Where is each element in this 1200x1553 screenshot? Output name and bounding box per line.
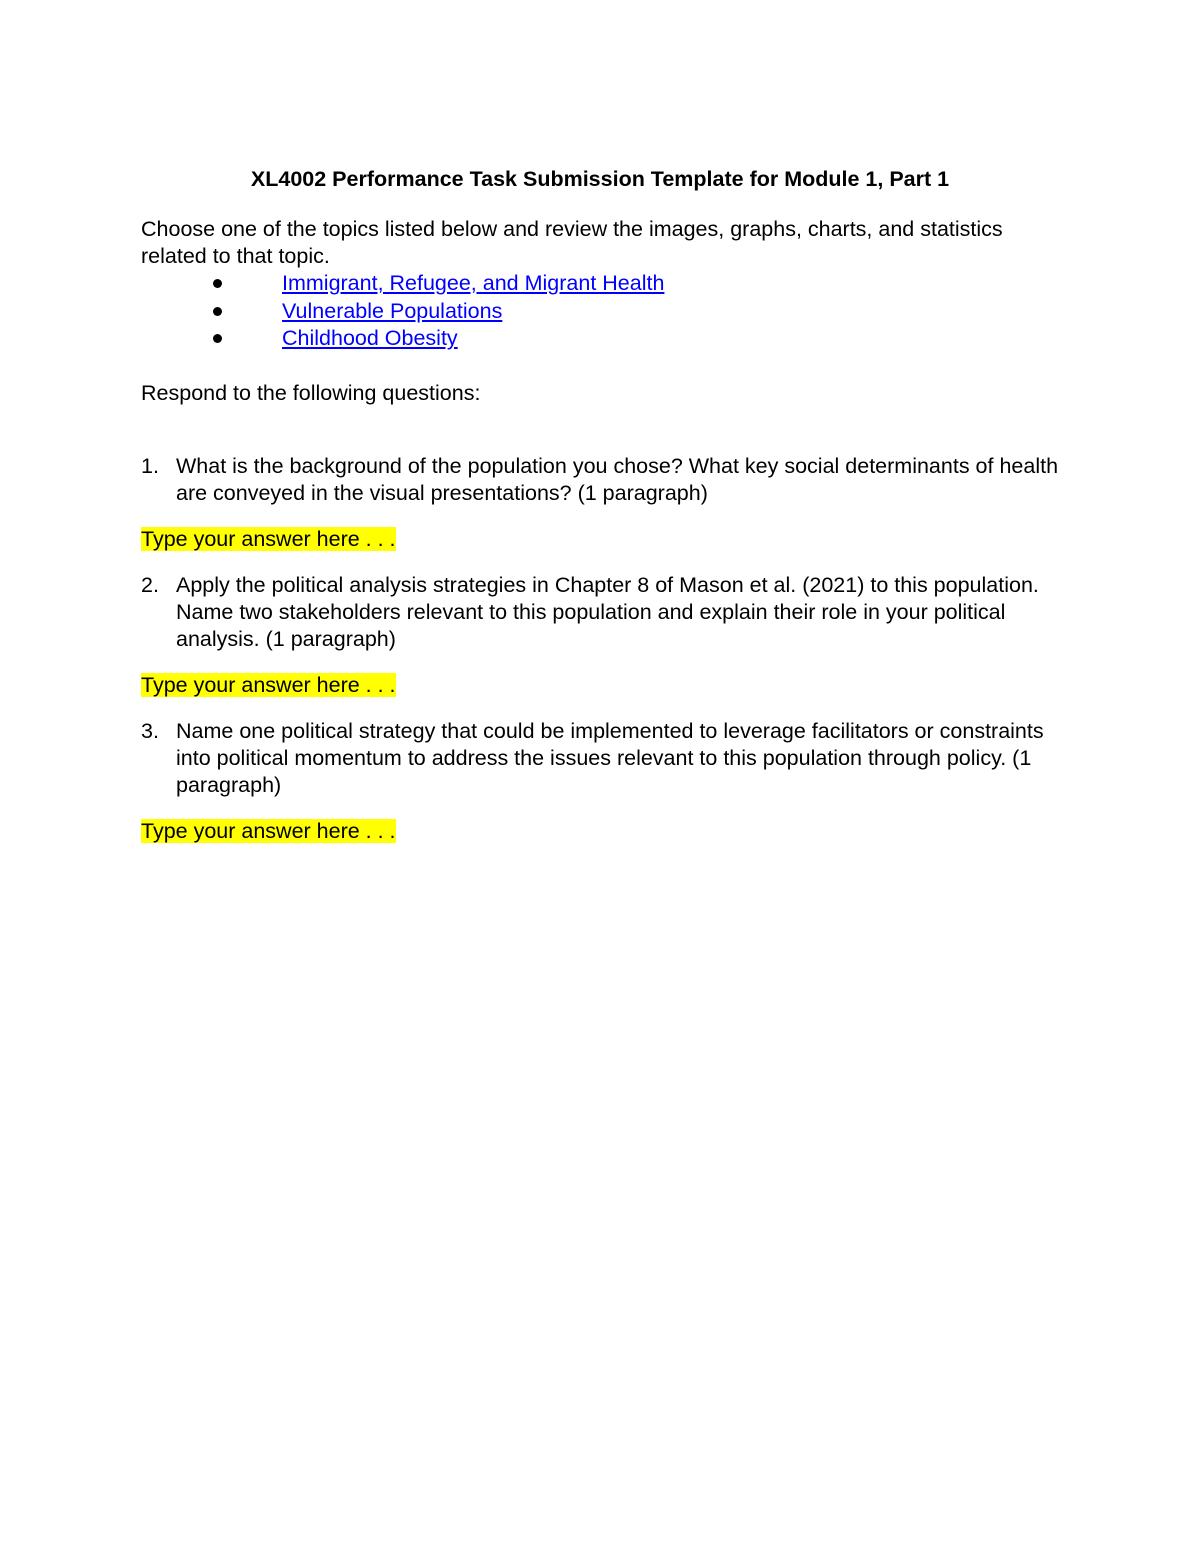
answer-field-2[interactable]: [141, 672, 1061, 699]
question-number: 3.: [141, 718, 159, 743]
question-3: [141, 718, 1061, 799]
bullet-icon: [213, 334, 222, 343]
document-title: XL4002 Performance Task Submission Template for Module 1, Part 1: [250, 167, 950, 191]
question-text: What is the background of the population you chose? What key social determinants of health are conveyed in the visual presentations? (1 paragraph): [176, 453, 1059, 505]
question-number: 1.: [141, 453, 159, 478]
list-item: [141, 298, 1061, 326]
document-page: [141, 164, 1061, 845]
answer-placeholder[interactable]: Type your answer here . . .: [141, 526, 396, 551]
question-2: [141, 572, 1061, 653]
answer-field-3[interactable]: [141, 818, 1061, 845]
intro-text: Choose one of the topics listed below and review the images, graphs, charts, and statistics related to that topic.: [141, 217, 1003, 268]
list-item: [141, 270, 1061, 298]
list-item: [141, 325, 1061, 353]
question-1: [141, 453, 1061, 507]
topic-link-vulnerable-populations[interactable]: Vulnerable Populations: [282, 298, 503, 323]
bullet-icon: [213, 307, 222, 316]
topic-list: [141, 270, 1061, 353]
question-text: Apply the political analysis strategies in Chapter 8 of Mason et al. (2021) to this population. Name two stakeholders relevant to this population and explain their role in your political analysis. (1 paragraph): [176, 572, 1039, 651]
bullet-icon: [213, 279, 222, 288]
topic-link-immigrant-health[interactable]: Immigrant, Refugee, and Migrant Health: [282, 271, 665, 295]
question-text: Name one political strategy that could be implemented to leverage facilitators or constraints into political momentum to address the issues relevant to this population through policy. (1 paragraph): [176, 718, 1044, 797]
answer-placeholder[interactable]: Type your answer here . . .: [141, 672, 396, 697]
respond-prompt: Respond to the following questions:: [141, 380, 481, 405]
answer-placeholder[interactable]: Type your answer here . . .: [141, 818, 396, 843]
question-number: 2.: [141, 572, 159, 597]
answer-field-1[interactable]: [141, 526, 1061, 553]
topic-link-childhood-obesity[interactable]: Childhood Obesity: [282, 326, 458, 350]
